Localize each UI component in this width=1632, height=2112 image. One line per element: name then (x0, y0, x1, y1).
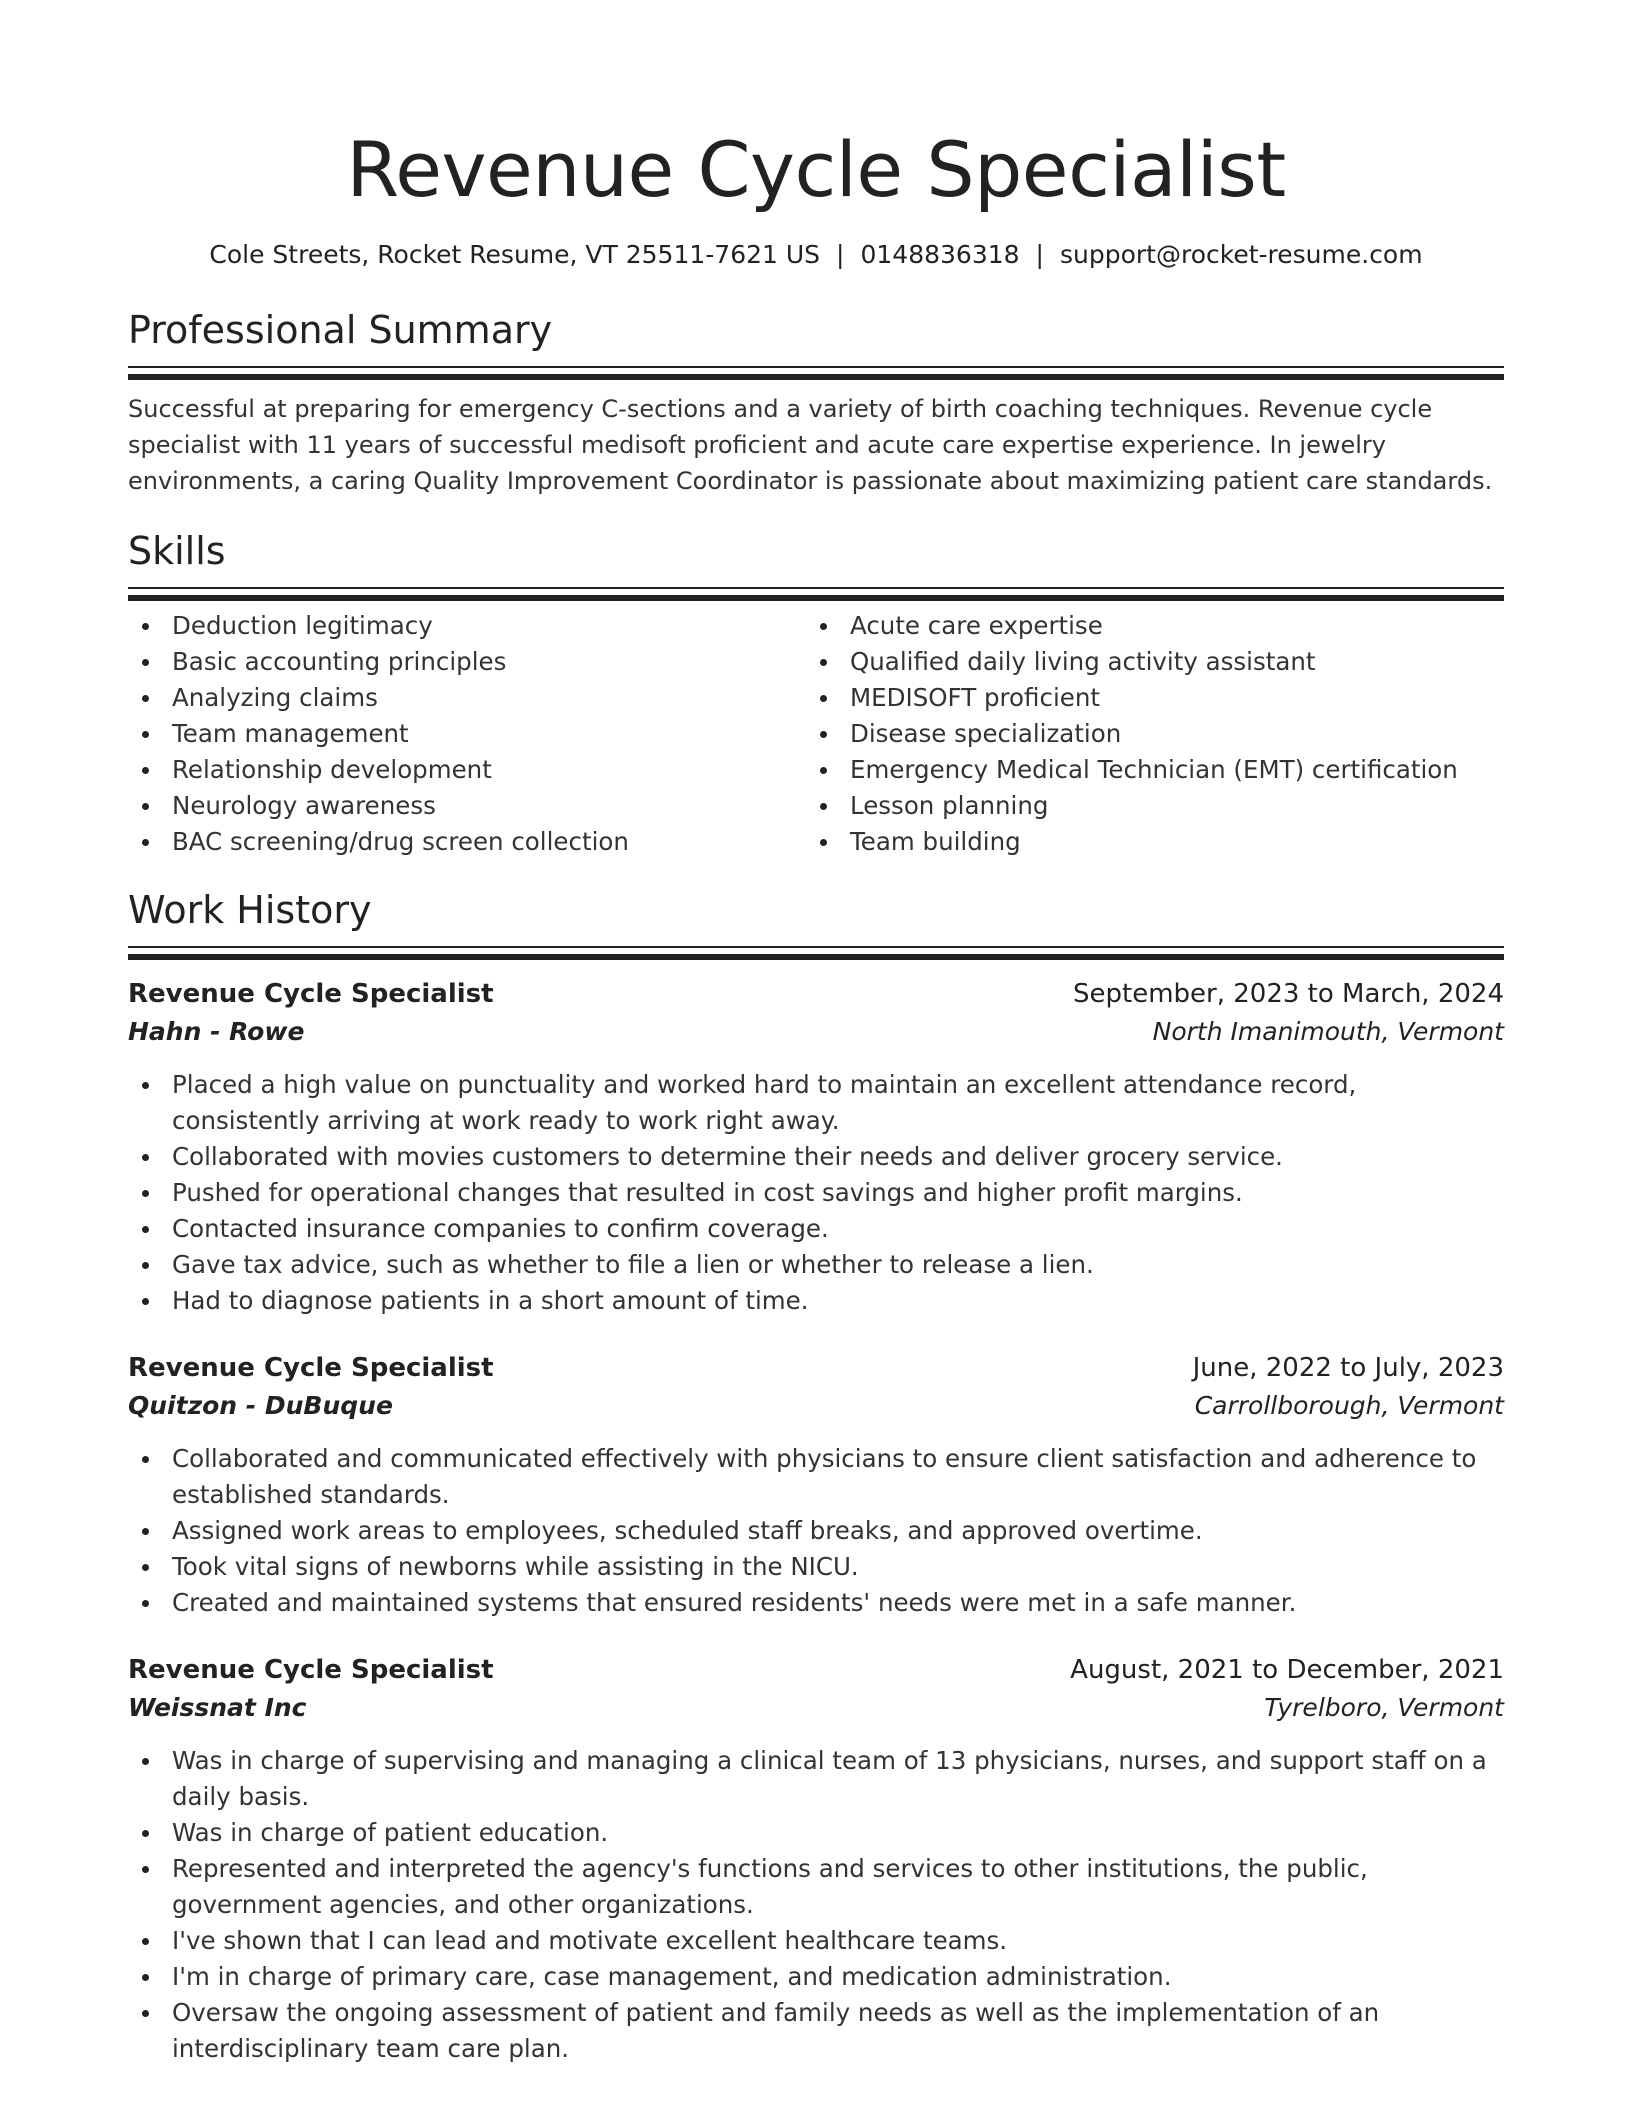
job-header (128, 1349, 1504, 1387)
job-entry (128, 1349, 1504, 1621)
job-dates: June, 2022 to July, 2023 (1192, 1353, 1504, 1383)
job-company: Hahn - Rowe (128, 1017, 305, 1046)
skill-item: Lesson planning (806, 788, 1484, 824)
contact-email: support@rocket-resume.com (1059, 240, 1423, 269)
section-heading-summary: Professional Summary (128, 308, 553, 352)
job-bullet: Represented and interpreted the agency's functions and services to other institutions, the public, government agencies, and other organizations. (128, 1851, 1504, 1923)
job-header (128, 975, 1504, 1013)
job-bullet: Gave tax advice, such as whether to file a lien or whether to release a lien. (128, 1247, 1504, 1283)
job-title: Revenue Cycle Specialist (128, 1353, 494, 1383)
skill-item: Team management (128, 716, 806, 752)
skill-item: MEDISOFT proficient (806, 680, 1484, 716)
skill-item: BAC screening/drug screen collection (128, 824, 806, 860)
skill-item: Deduction legitimacy (128, 608, 806, 644)
job-entry (128, 975, 1504, 1319)
skill-item: Disease specialization (806, 716, 1484, 752)
section-divider (128, 587, 1504, 592)
section-heading-skills: Skills (128, 529, 226, 573)
job-bullet: Was in charge of patient education. (128, 1815, 1504, 1851)
job-bullet-list (128, 1743, 1504, 2067)
job-title: Revenue Cycle Specialist (128, 979, 494, 1009)
job-bullet: Was in charge of supervising and managing a clinical team of 13 physicians, nurses, and support staff on a daily basis. (128, 1743, 1504, 1815)
contact-address: Cole Streets, Rocket Resume, VT 25511-7621 US (209, 240, 821, 269)
section-divider (128, 366, 1504, 371)
job-bullet-list (128, 1067, 1504, 1319)
contact-phone: 0148836318 (860, 240, 1020, 269)
job-location: Tyrelboro, Vermont (1264, 1693, 1504, 1722)
job-bullet-list (128, 1441, 1504, 1621)
job-bullet: I'm in charge of primary care, case management, and medication administration. (128, 1959, 1504, 1995)
job-entry (128, 1651, 1504, 2067)
job-bullet: Collaborated and communicated effectively with physicians to ensure client satisfaction and adherence to established standards. (128, 1441, 1504, 1513)
summary-text: Successful at preparing for emergency C-sections and a variety of birth coaching techniques. Revenue cycle specialist with 11 years of successful medisoft proficient and acute care expertise experience. In jewelry environments, a caring Quality Improvement Coordinator is passionate about maximizing patient care standards. (128, 395, 1493, 495)
skill-item: Neurology awareness (128, 788, 806, 824)
skill-item: Emergency Medical Technician (EMT) certification (806, 752, 1484, 788)
job-dates: August, 2021 to December, 2021 (1070, 1655, 1504, 1685)
skill-item: Analyzing claims (128, 680, 806, 716)
skill-item: Basic accounting principles (128, 644, 806, 680)
job-company: Quitzon - DuBuque (128, 1391, 393, 1420)
skill-item: Qualified daily living activity assistant (806, 644, 1484, 680)
job-subheader (128, 1013, 1504, 1051)
job-location: Carrollborough, Vermont (1194, 1391, 1504, 1420)
section-divider (128, 946, 1504, 951)
skills-list-left (128, 608, 806, 860)
job-bullet: Collaborated with movies customers to determine their needs and deliver grocery service. (128, 1139, 1504, 1175)
work-history-section (128, 886, 1504, 2067)
job-header (128, 1651, 1504, 1689)
contact-separator: | (836, 240, 845, 269)
job-subheader (128, 1689, 1504, 1727)
job-title: Revenue Cycle Specialist (128, 1655, 494, 1685)
job-subheader (128, 1387, 1504, 1425)
contact-line (128, 238, 1504, 272)
job-bullet: I've shown that I can lead and motivate excellent healthcare teams. (128, 1923, 1504, 1959)
skill-item: Relationship development (128, 752, 806, 788)
job-location: North Imanimouth, Vermont (1152, 1017, 1504, 1046)
skills-list-right (806, 608, 1484, 860)
section-heading-work-history: Work History (128, 888, 372, 932)
job-bullet: Assigned work areas to employees, scheduled staff breaks, and approved overtime. (128, 1513, 1504, 1549)
summary-section (128, 306, 1504, 499)
resume-name: Revenue Cycle Specialist (346, 125, 1286, 214)
job-bullet: Oversaw the ongoing assessment of patient and family needs as well as the implementation of an interdisciplinary team care plan. (128, 1995, 1504, 2067)
job-bullet: Pushed for operational changes that resulted in cost savings and higher profit margins. (128, 1175, 1504, 1211)
resume-page (128, 0, 1504, 2067)
skills-columns (128, 608, 1504, 860)
skill-item: Team building (806, 824, 1484, 860)
job-bullet: Created and maintained systems that ensured residents' needs were met in a safe manner. (128, 1585, 1504, 1621)
skill-item: Acute care expertise (806, 608, 1484, 644)
job-bullet: Contacted insurance companies to confirm coverage. (128, 1211, 1504, 1247)
contact-separator: | (1035, 240, 1044, 269)
job-dates: September, 2023 to March, 2024 (1073, 979, 1504, 1009)
job-bullet: Had to diagnose patients in a short amount of time. (128, 1283, 1504, 1319)
job-company: Weissnat Inc (128, 1693, 307, 1722)
job-bullet: Took vital signs of newborns while assisting in the NICU. (128, 1549, 1504, 1585)
job-bullet: Placed a high value on punctuality and worked hard to maintain an excellent attendance record, consistently arriving at work ready to work right away. (128, 1067, 1504, 1139)
skills-section (128, 527, 1504, 860)
